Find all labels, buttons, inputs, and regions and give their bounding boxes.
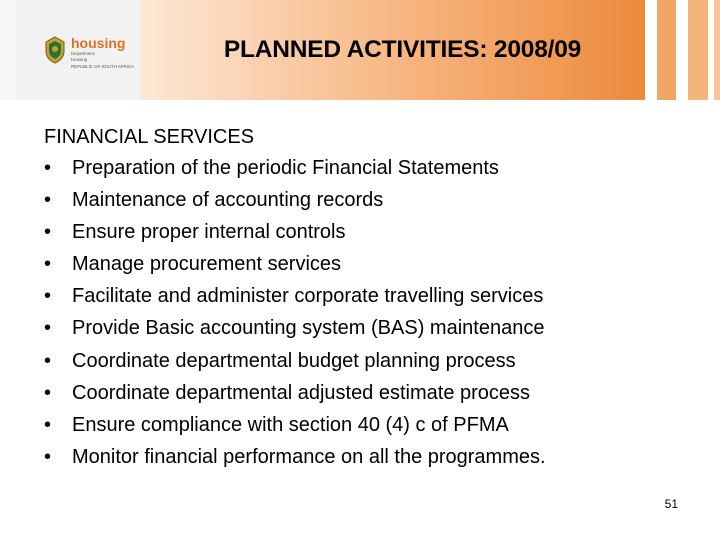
list-item-text: Facilitate and administer corporate travelling services — [72, 285, 544, 308]
activities-list — [44, 157, 546, 478]
list-item-text: Ensure proper internal controls — [72, 221, 346, 244]
list-item — [44, 350, 546, 382]
list-item — [44, 317, 546, 349]
bullet-dot-icon: • — [44, 381, 52, 404]
department-logo — [44, 36, 168, 72]
banner-stripe-orange — [714, 0, 720, 100]
list-item-text: Coordinate departmental adjusted estimate process — [72, 381, 531, 404]
banner-stripe-orange — [657, 0, 676, 100]
list-item-text: Maintenance of accounting records — [72, 189, 384, 212]
slide-title: PLANNED ACTIVITIES: 2008/09 — [223, 36, 582, 63]
list-item-text: Coordinate departmental budget planning process — [72, 349, 516, 372]
list-item-text: Preparation of the periodic Financial Statements — [72, 157, 499, 179]
bullet-dot-icon: • — [44, 221, 52, 244]
coat-of-arms-icon — [44, 36, 66, 64]
bullet-dot-icon: • — [44, 253, 52, 276]
list-item — [44, 382, 546, 414]
bullet-dot-icon: • — [44, 285, 52, 308]
bullet-dot-icon: • — [44, 413, 52, 436]
section-heading: FINANCIAL SERVICES — [44, 126, 255, 148]
list-item — [44, 157, 546, 189]
logo-subline: Department: — [71, 51, 96, 56]
list-item-text: Manage procurement services — [72, 253, 342, 276]
bullet-dot-icon: • — [44, 157, 52, 179]
list-item-text: Ensure compliance with section 40 (4) c of PFMA — [72, 413, 509, 436]
list-item-text: Monitor financial performance on all the programmes. — [72, 445, 546, 468]
page-number: 51 — [664, 497, 678, 511]
banner-stripe-left — [0, 0, 16, 100]
logo-name: housing — [71, 35, 126, 51]
logo-subline: Housing — [71, 57, 88, 63]
list-item — [44, 414, 546, 446]
bullet-dot-icon: • — [44, 445, 52, 468]
list-item — [44, 446, 546, 478]
list-item — [44, 285, 546, 317]
list-item-text: Provide Basic accounting system (BAS) maintenance — [72, 317, 545, 340]
bullet-dot-icon: • — [44, 189, 52, 212]
list-item — [44, 189, 546, 221]
list-item — [44, 253, 546, 285]
banner-stripe-orange — [688, 0, 708, 100]
logo-subline: REPUBLIC OF SOUTH AFRICA — [71, 63, 134, 69]
bullet-dot-icon: • — [44, 349, 52, 372]
bullet-dot-icon: • — [44, 317, 52, 340]
list-item — [44, 221, 546, 253]
